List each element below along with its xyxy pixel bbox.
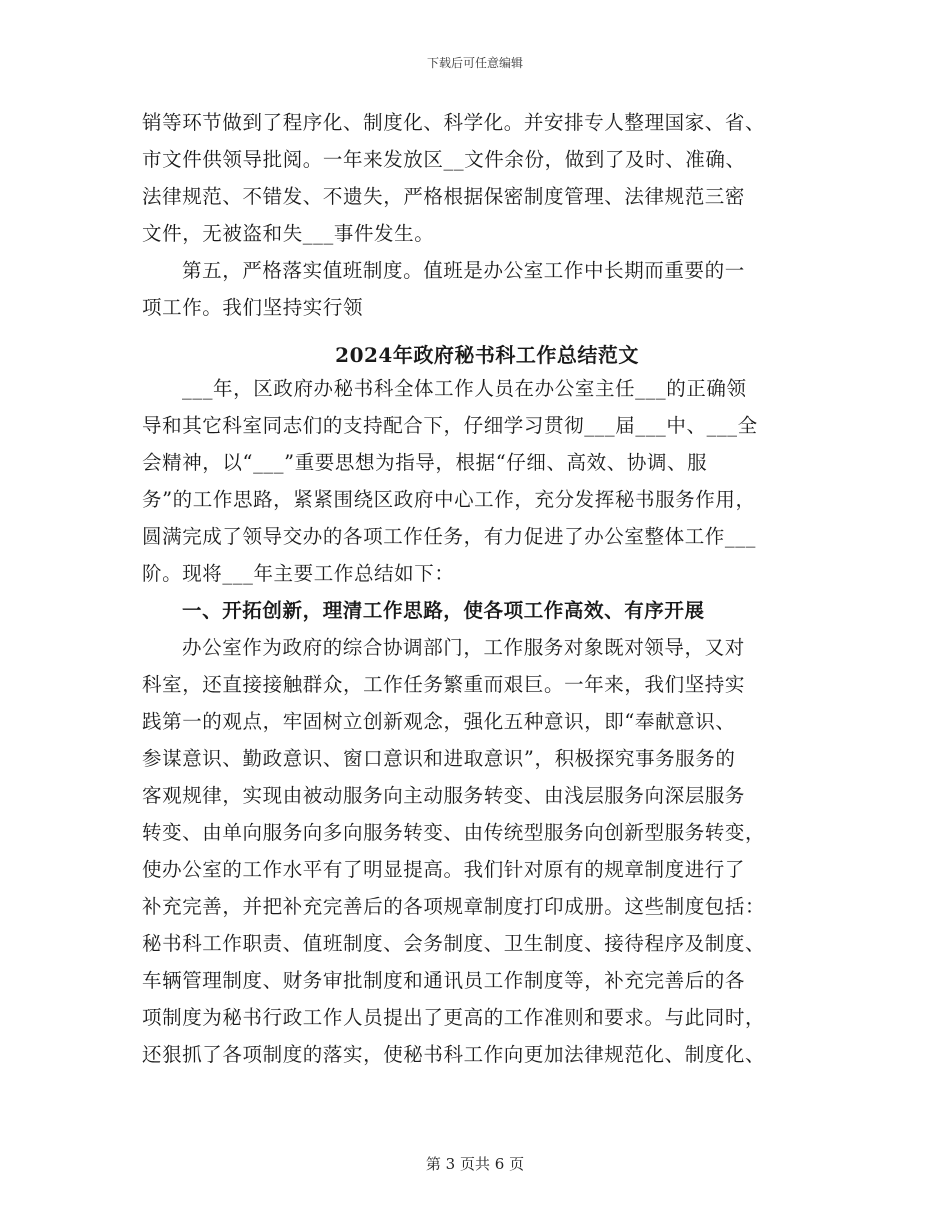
paragraph-line: 办公室作为政府的综合协调部门，工作服务对象既对领导，又对 <box>182 636 745 659</box>
paragraph-line: 文件，无被盗和失___事件发生。 <box>142 222 435 245</box>
paragraph-line: 务”的工作思路，紧紧围绕区政府中心工作，充分发挥秘书服务作用， <box>142 488 756 511</box>
paragraph-line: 法律规范、不错发、不遗失，严格根据保密制度管理、法律规范三密 <box>142 185 746 208</box>
paragraph-line: 导和其它科室同志们的支持配合下，仔细学习贯彻___届___中、___全 <box>142 414 758 437</box>
paragraph-line: 秘书科工作职责、值班制度、会务制度、卫生制度、接待程序及制度、 <box>142 932 766 955</box>
page-header: 下载后可任意编辑 <box>426 56 523 70</box>
paragraph-line: 阶。现将___年主要工作总结如下： <box>142 562 455 585</box>
page-footer: 第 3 页共 6 页 <box>425 1155 525 1173</box>
paragraph-line: 还狠抓了各项制度的落实，使秘书科工作向更加法律规范化、制度化、 <box>142 1043 766 1066</box>
paragraph-line: 第五，严格落实值班制度。值班是办公室工作中长期而重要的一 <box>182 259 745 282</box>
document-title: 2024年政府秘书科工作总结范文 <box>335 343 639 367</box>
paragraph-line: 圆满完成了领导交办的各项工作任务，有力促进了办公室整体工作___ <box>142 525 756 548</box>
paragraph-line: 会精神，以“___”重要思想为指导，根据“仔细、高效、协调、服 <box>142 451 708 474</box>
document-body <box>142 104 832 1073</box>
paragraph-line: 践第一的观点，牢固树立创新观念，强化五种意识，即“奉献意识、 <box>142 710 736 733</box>
paragraph-line: 补充完善，并把补充完善后的各项规章制度打印成册。这些制度包括： <box>142 895 766 918</box>
paragraph-line: 市文件供领导批阅。一年来发放区__文件余份，做到了及时、准确、 <box>142 148 746 171</box>
paragraph-line: 客观规律，实现由被动服务向主动服务转变、由浅层服务向深层服务 <box>142 784 746 807</box>
section-heading: 一、开拓创新，理清工作思路，使各项工作高效、有序开展 <box>182 599 705 622</box>
paragraph-line: ___年，区政府办秘书科全体工作人员在办公室主任___的正确领 <box>182 377 747 400</box>
paragraph-line: 销等环节做到了程序化、制度化、科学化。并安排专人整理国家、省、 <box>142 111 766 134</box>
paragraph-line: 项工作。我们坚持实行领 <box>142 296 364 319</box>
paragraph-line: 项制度为秘书行政工作人员提出了更高的工作准则和要求。与此同时， <box>142 1006 766 1029</box>
paragraph-line: 参谋意识、勤政意识、窗口意识和进取意识”，积极探究事务服务的 <box>142 747 736 770</box>
paragraph-line: 科室，还直接接触群众，工作任务繁重而艰巨。一年来，我们坚持实 <box>142 673 746 696</box>
paragraph-line: 车辆管理制度、财务审批制度和通讯员工作制度等，补充完善后的各 <box>142 969 746 992</box>
paragraph-line: 转变、由单向服务向多向服务转变、由传统型服务向创新型服务转变， <box>142 821 766 844</box>
paragraph-line: 使办公室的工作水平有了明显提高。我们针对原有的规章制度进行了 <box>142 858 746 881</box>
